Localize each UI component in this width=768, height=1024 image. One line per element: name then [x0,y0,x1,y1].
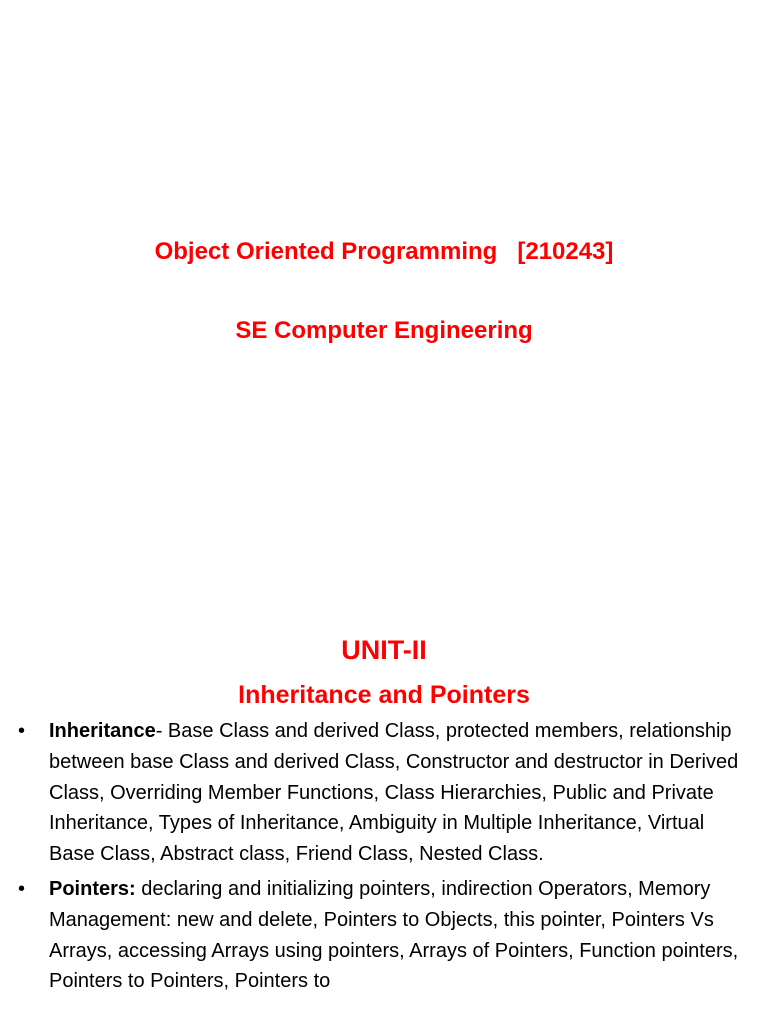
topic-heading: Pointers: [49,877,136,900]
bullet-dot-icon: • [18,720,26,742]
course-code: [210243] [517,238,614,265]
unit-title: Inheritance and Pointers [238,681,530,709]
bullet-dot-icon: • [18,877,26,900]
course-name: Object Oriented Programming [154,238,498,265]
topic-list [18,716,742,1001]
topic-heading: Inheritance [49,720,156,742]
course-branch: SE Computer Engineering [235,317,533,344]
topic-item-pointers [18,874,742,997]
topic-text: declaring and initializing pointers, indirection Operators, Memory Management: new and delete, Pointers to Objects, this pointer, Pointers Vs Arrays, accessing Arrays using pointers, Arrays of Pointers, Function pointers, Pointers to Pointers, Pointers to [49,877,739,993]
topic-item-inheritance [18,716,742,870]
topic-text: - Base Class and derived Class, protected members, relationship between base Class and derived Class, Constructor and destructor in Derived Class, Overriding Member Functions, Class Hierarchies, Public and Private Inheritance, Types of Inheritance, Ambiguity in Multiple Inheritance, Virtual Base Class, Abstract class, Friend Class, Nested Class. [49,720,739,866]
unit-label: UNIT-II [341,635,427,665]
course-title [0,234,768,270]
unit-slide [0,600,768,1024]
